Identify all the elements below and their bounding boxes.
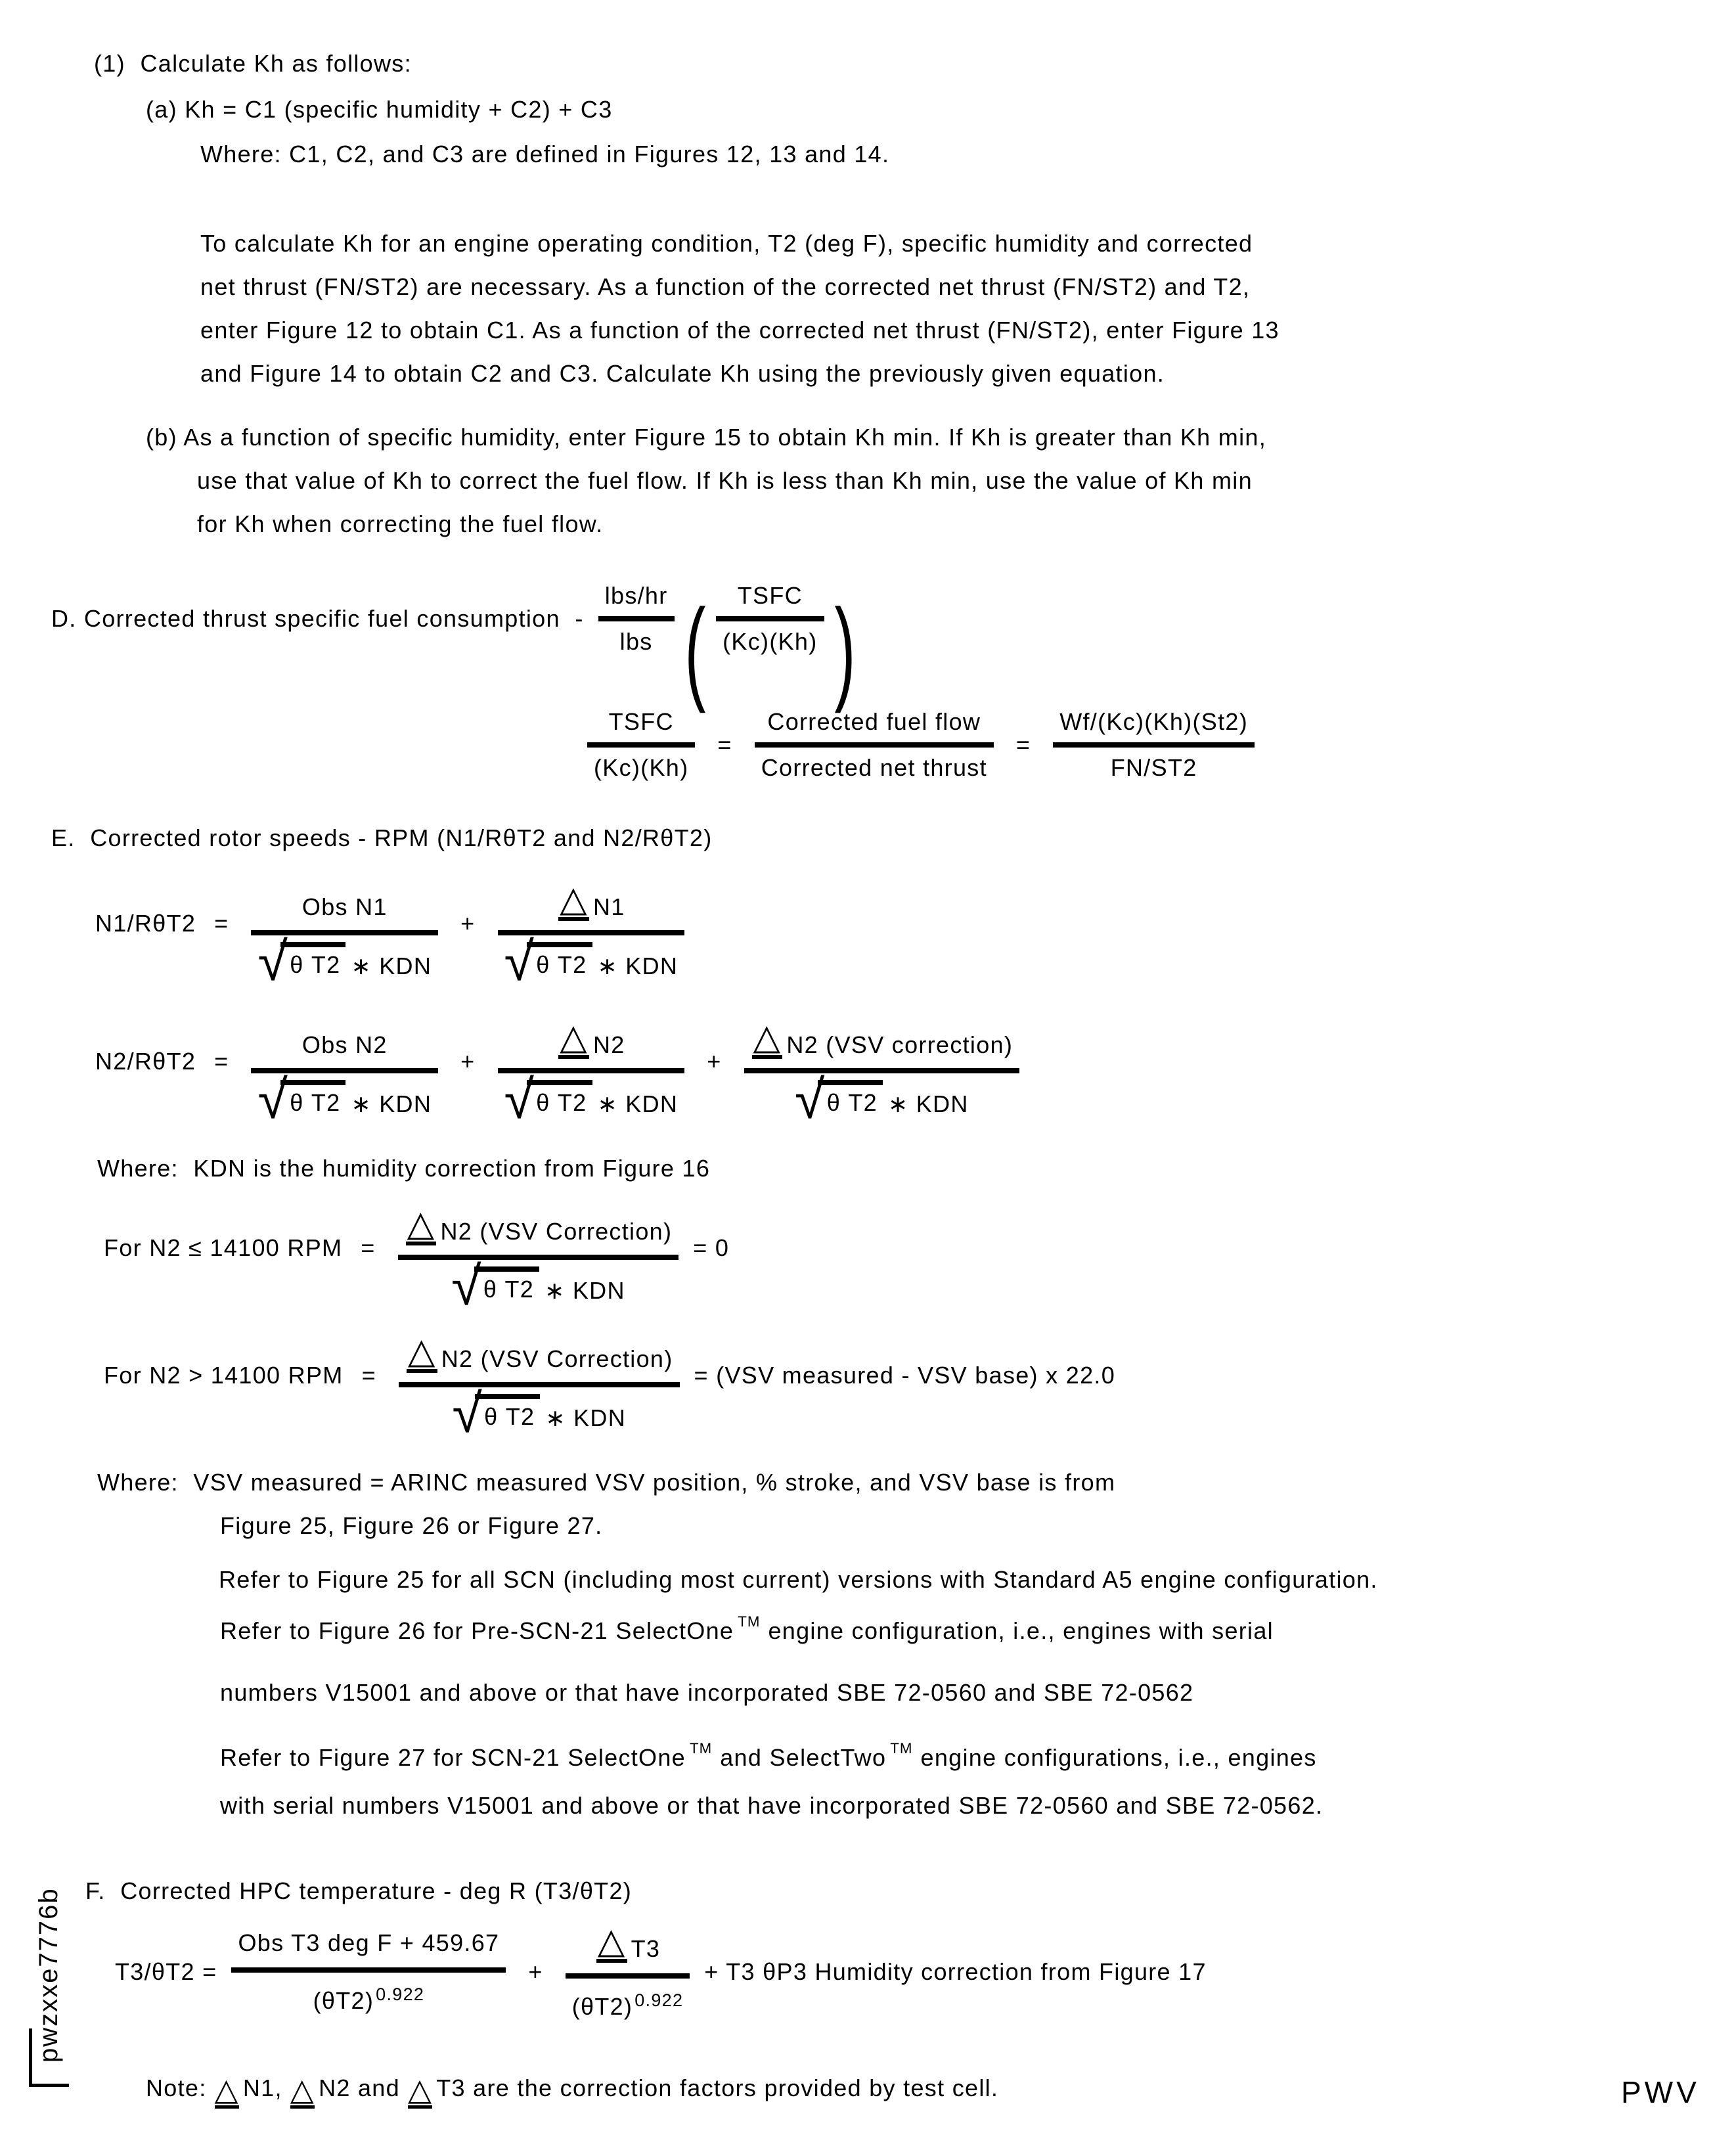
- trademark-superscript: TM: [890, 1740, 913, 1757]
- fraction-denominator: [498, 1069, 685, 1130]
- line-where-vsv-1: Where: VSV measured = ARINC measured VSV position, % stroke, and VSV base is from: [97, 1469, 1116, 1496]
- fraction-bar: [398, 1255, 679, 1260]
- numerator-text: N2 (VSV Correction): [441, 1345, 673, 1372]
- numerator-text: Obs N1: [301, 893, 388, 920]
- trademark-superscript: TM: [690, 1740, 713, 1757]
- fraction-denominator: [755, 754, 994, 782]
- fraction-bar: [566, 1973, 690, 1979]
- t3-tail: + T3 θP3 Humidity correction from Figure 17: [704, 1958, 1207, 1985]
- line-kh-equation: (a) Kh = C1 (specific humidity + C2) + C3: [146, 96, 613, 123]
- equals-sign: =: [361, 1234, 376, 1261]
- fraction-bar: [716, 616, 824, 621]
- radical-icon: √: [451, 1255, 482, 1316]
- equals-sign: =: [361, 1361, 376, 1389]
- formula-n2: [95, 1004, 1029, 1130]
- n2-le-lhs: For N2 ≤ 14100 RPM: [104, 1234, 343, 1261]
- equals-sign: =: [214, 909, 229, 937]
- fraction-obs-n2: [251, 1004, 438, 1130]
- fraction-tsfc-kckh: [587, 708, 695, 782]
- delta-icon: △: [290, 2074, 315, 2109]
- section-e-heading: E. Corrected rotor speeds - RPM (N1/RθT2 and N2/RθT2): [51, 824, 713, 851]
- fraction-denominator: [587, 754, 695, 782]
- fraction-numerator: [231, 1929, 506, 1961]
- fraction-numerator: [399, 1318, 680, 1376]
- radical-icon: √: [504, 931, 535, 992]
- fraction-fuel-flow: [755, 708, 994, 782]
- square-root: [451, 1255, 539, 1316]
- note-n1: N1,: [242, 2074, 282, 2101]
- line-refer-figure-26-2: numbers V15001 and above or that have incorporated SBE 72-0560 and SBE 72-0562: [220, 1679, 1194, 1706]
- fraction-wf: [1053, 708, 1255, 782]
- plus-sign: +: [460, 1047, 476, 1075]
- refer27-post: engine configurations, i.e., engines: [920, 1744, 1317, 1771]
- paragraph-line: and Figure 14 to obtain C2 and C3. Calculate Kh using the previously given equation.: [200, 360, 1165, 387]
- radical-icon: √: [257, 931, 289, 992]
- line-b-2: use that value of Kh to correct the fuel flow. If Kh is less than Kh min, use the value of Kh min: [197, 467, 1253, 494]
- kdn-text: ∗ KDN: [597, 1090, 679, 1117]
- fraction-numerator: [550, 1004, 631, 1062]
- fraction-denominator: [566, 1985, 690, 2021]
- numerator-text: Wf/(Kc)(Kh)(St2): [1059, 708, 1249, 735]
- n2-gt-rhs: = (VSV measured - VSV base) x 22.0: [694, 1361, 1116, 1389]
- delta-icon: △: [406, 1206, 437, 1245]
- line-refer-figure-27: [220, 1740, 1317, 1772]
- fraction-denominator: [445, 1383, 633, 1444]
- fraction-bar: [231, 1967, 506, 1973]
- n2-gt-lhs: For N2 > 14100 RPM: [104, 1361, 344, 1389]
- radicand-text: θ T2: [280, 1080, 345, 1117]
- formula-n2-le: [104, 1190, 730, 1316]
- fraction-bar: [744, 1068, 1020, 1073]
- fraction-numerator: [598, 582, 675, 610]
- square-root: [452, 1383, 540, 1444]
- square-root: [257, 931, 345, 992]
- denominator-text: Corrected net thrust: [761, 754, 987, 781]
- fraction-denominator: [788, 1069, 975, 1130]
- numerator-text: T3: [631, 1935, 661, 1962]
- note-t3: T3 are the correction factors provided by test cell.: [436, 2074, 999, 2101]
- fraction-denominator: [1104, 754, 1204, 782]
- refer27-pre: Refer to Figure 27 for SCN-21 SelectOne: [220, 1744, 686, 1771]
- refer27-mid: and SelectTwo: [720, 1744, 887, 1771]
- delta-icon: △: [752, 1019, 783, 1059]
- square-root: [795, 1069, 883, 1130]
- formula-tsfc-expansion: [578, 708, 1264, 782]
- fraction-delta-t3: [566, 1923, 690, 2021]
- numerator-text: Obs T3 deg F + 459.67: [238, 1929, 500, 1956]
- equals-sign: =: [214, 1047, 229, 1075]
- fraction-bar: [399, 1382, 680, 1387]
- line-where-c1c2c3: Where: C1, C2, and C3 are defined in Figures 12, 13 and 14.: [200, 141, 890, 168]
- kdn-text: ∗ KDN: [888, 1090, 969, 1117]
- line-refer-figure-26: [220, 1613, 1274, 1645]
- paragraph-line: enter Figure 12 to obtain C1. As a function of the corrected net thrust (FN/ST2), enter Figure 13: [200, 317, 1280, 344]
- fraction-numerator: [731, 582, 809, 610]
- denominator-text: FN/ST2: [1110, 754, 1197, 781]
- denominator-text: lbs: [619, 628, 653, 655]
- fraction-numerator: [602, 708, 680, 736]
- fraction-denominator: [307, 1979, 432, 2015]
- delta-icon: △: [596, 1923, 627, 1963]
- refer26-post: engine configuration, i.e., engines with serial: [768, 1617, 1274, 1644]
- delta-icon: △: [558, 882, 589, 921]
- delta-icon: △: [215, 2074, 239, 2109]
- formula-n2-gt: [104, 1318, 1116, 1444]
- radical-icon: √: [795, 1069, 826, 1130]
- fraction-denominator: [251, 1069, 438, 1130]
- fraction-obs-n1: [251, 866, 438, 992]
- fraction-obs-t3: [231, 1929, 506, 2015]
- kdn-text: ∗ KDN: [545, 1276, 625, 1304]
- formula-corrected-tsfc: D. Corrected thrust specific fuel consumption - lbs/hr lbs ( TSFC (Kc)(Kh) ): [51, 582, 856, 714]
- numerator-text: Obs N2: [301, 1031, 388, 1058]
- fraction-numerator: [550, 866, 631, 924]
- fraction-delta-n2-vsv-correction: [398, 1190, 679, 1316]
- fraction-lbs: [598, 582, 675, 656]
- radical-icon: √: [257, 1069, 289, 1130]
- t3-lhs: T3/θT2 =: [115, 1958, 217, 1985]
- fraction-numerator: [1053, 708, 1255, 736]
- exponent-text: 0.922: [634, 1990, 684, 2011]
- formula-t3: [115, 1923, 1207, 2021]
- radical-icon: √: [452, 1383, 483, 1444]
- fraction-bar: [1053, 742, 1255, 748]
- numerator-text: TSFC: [608, 708, 674, 735]
- paragraph-line: To calculate Kh for an engine operating condition, T2 (deg F), specific humidity and corrected: [200, 230, 1253, 257]
- fraction-delta-n2-vsv: [744, 1004, 1020, 1130]
- denominator-base: (θT2): [571, 1993, 633, 2020]
- line-where-kdn: Where: KDN is the humidity correction from Figure 16: [97, 1155, 711, 1182]
- line-b-1: (b) As a function of specific humidity, enter Figure 15 to obtain Kh min. If Kh is greater than Kh min,: [146, 424, 1267, 451]
- section-f-heading: F. Corrected HPC temperature - deg R (T3/θT2): [85, 1877, 633, 1904]
- line-calculate-kh: (1) Calculate Kh as follows:: [94, 50, 412, 77]
- corner-bracket-mark: [29, 2028, 69, 2087]
- kdn-text: ∗ KDN: [351, 952, 432, 979]
- footer-pwv: PWV: [1621, 2075, 1700, 2109]
- fraction-numerator: [398, 1190, 679, 1248]
- delta-icon: △: [408, 2074, 432, 2109]
- denominator-text: (Kc)(Kh): [723, 628, 818, 655]
- square-root: [504, 931, 592, 992]
- delta-icon: △: [407, 1333, 437, 1373]
- sidebar-document-code: pwzxxe7776b: [34, 1887, 63, 2063]
- fraction-bar: [755, 742, 994, 748]
- tsfc-label: D. Corrected thrust specific fuel consumption -: [51, 605, 584, 632]
- formula-n1: [95, 866, 694, 992]
- paragraph-line: net thrust (FN/ST2) are necessary. As a function of the corrected net thrust (FN/ST2) and T2,: [200, 273, 1251, 300]
- denominator-text: (Kc)(Kh): [594, 754, 689, 781]
- equals-sign: =: [1015, 731, 1031, 758]
- radicand-text: θ T2: [527, 1080, 592, 1117]
- note-line: [146, 2074, 998, 2109]
- radicand-text: θ T2: [527, 942, 592, 979]
- line-refer-figure-27-2: with serial numbers V15001 and above or that have incorporated SBE 72-0560 and SBE 72-0562.: [220, 1792, 1324, 1819]
- fraction-bar: [598, 616, 675, 621]
- kdn-text: ∗ KDN: [351, 1090, 432, 1117]
- radicand-text: θ T2: [818, 1080, 883, 1117]
- fraction-bar: [587, 742, 695, 748]
- square-root: [504, 1069, 592, 1130]
- exponent-text: 0.922: [376, 1984, 425, 2005]
- numerator-text: N2 (VSV correction): [786, 1031, 1013, 1058]
- radical-icon: √: [504, 1069, 535, 1130]
- radicand-text: θ T2: [475, 1394, 540, 1431]
- trademark-superscript: TM: [738, 1613, 761, 1630]
- n1-lhs: N1/RθT2: [95, 909, 196, 937]
- fraction-numerator: [296, 1004, 394, 1062]
- paragraph-calc-kh: [200, 222, 1280, 395]
- fraction-denominator: [613, 628, 659, 656]
- numerator-text: Corrected fuel flow: [767, 708, 981, 735]
- fraction-delta-n1: [498, 866, 685, 992]
- fraction-denominator: [445, 1255, 632, 1316]
- n2-le-rhs: = 0: [693, 1234, 730, 1261]
- fraction-denominator: [251, 931, 438, 992]
- square-root: [257, 1069, 345, 1130]
- fraction-numerator: [761, 708, 987, 736]
- numerator-text: lbs/hr: [604, 582, 668, 609]
- numerator-text: N2: [592, 1031, 625, 1058]
- equals-sign: =: [717, 731, 732, 758]
- fraction-denominator: [716, 628, 824, 656]
- fraction-tsfc: [716, 582, 824, 656]
- delta-icon: △: [558, 1019, 589, 1059]
- plus-sign: +: [460, 909, 476, 937]
- note-prefix: Note:: [146, 2074, 207, 2101]
- plus-sign: +: [528, 1958, 543, 1985]
- line-where-vsv-2: Figure 25, Figure 26 or Figure 27.: [220, 1512, 603, 1539]
- refer26-pre: Refer to Figure 26 for Pre-SCN-21 SelectOne: [220, 1617, 734, 1644]
- note-n2: N2 and: [319, 2074, 400, 2101]
- numerator-text: TSFC: [737, 582, 803, 609]
- radicand-text: θ T2: [280, 942, 345, 979]
- denominator-base: (θT2): [313, 1987, 374, 2014]
- fraction-denominator: [498, 931, 685, 992]
- fraction-delta-n2: [498, 1004, 685, 1130]
- numerator-text: N2 (VSV Correction): [440, 1218, 673, 1245]
- fraction-numerator: [744, 1004, 1020, 1062]
- line-refer-figure-25: Refer to Figure 25 for all SCN (including most current) versions with Standard A5 engine configuration.: [219, 1566, 1378, 1593]
- kdn-text: ∗ KDN: [597, 952, 679, 979]
- radicand-text: θ T2: [474, 1266, 539, 1303]
- kdn-text: ∗ KDN: [545, 1404, 627, 1431]
- n2-lhs: N2/RθT2: [95, 1047, 196, 1075]
- fraction-numerator: [589, 1923, 667, 1967]
- line-b-3: for Kh when correcting the fuel flow.: [197, 510, 604, 537]
- numerator-text: N1: [592, 893, 625, 920]
- fraction-numerator: [296, 866, 394, 924]
- plus-sign: +: [707, 1047, 722, 1075]
- fraction-delta-n2-vsv-correction: [399, 1318, 680, 1444]
